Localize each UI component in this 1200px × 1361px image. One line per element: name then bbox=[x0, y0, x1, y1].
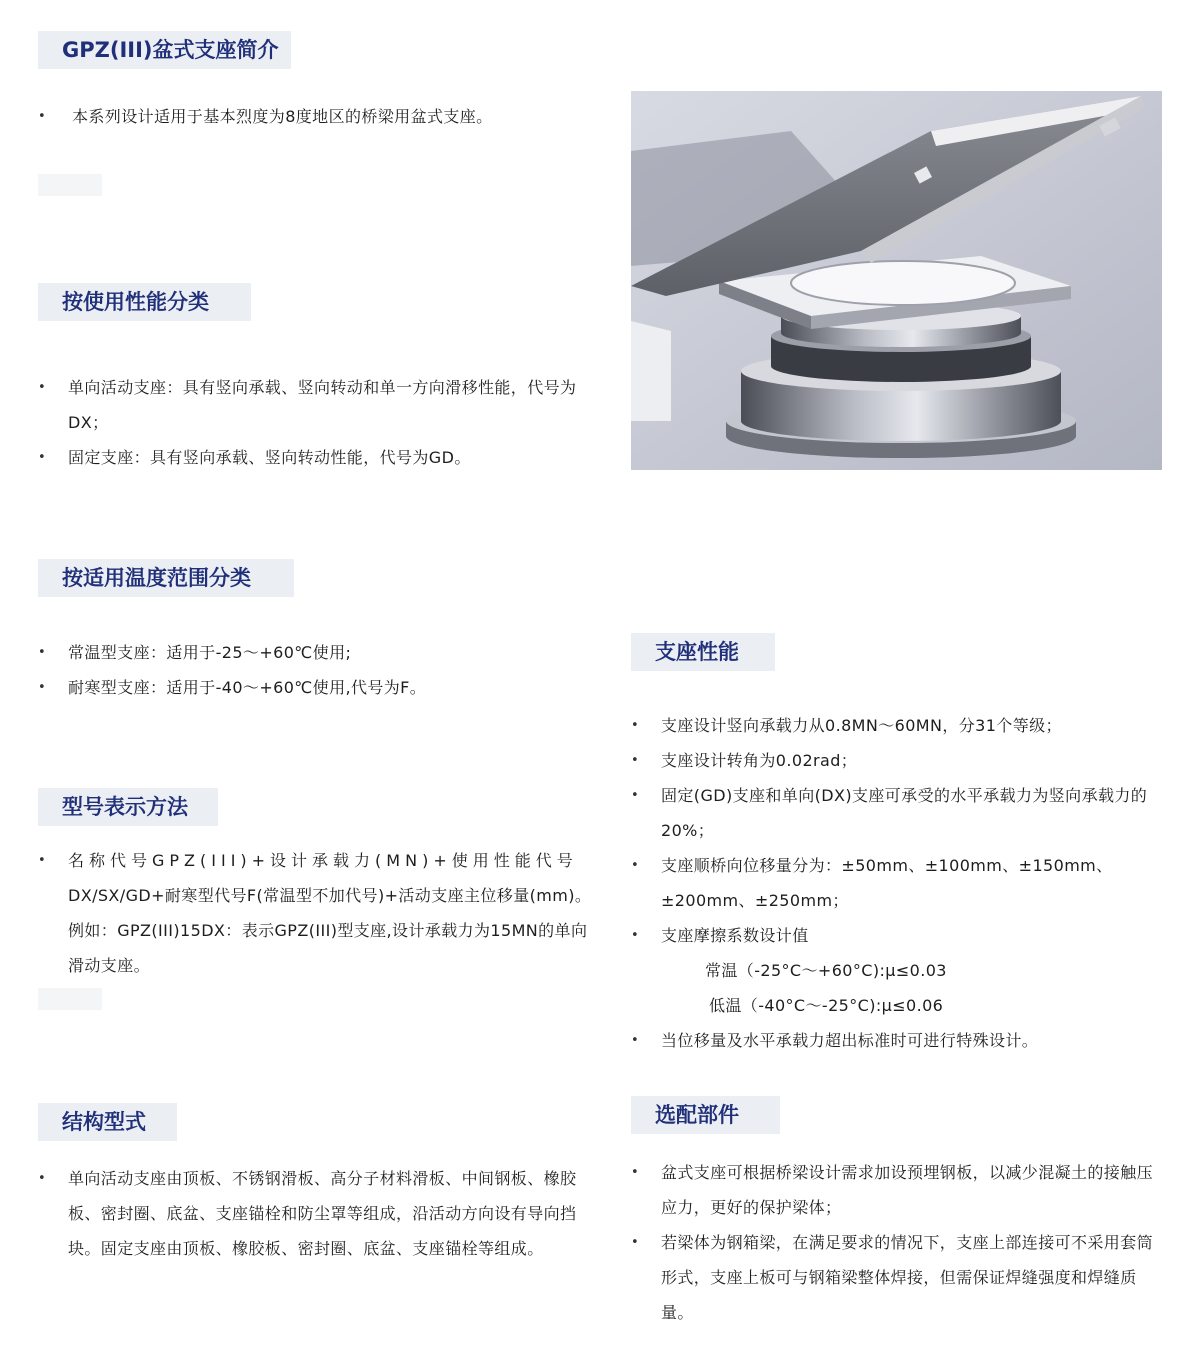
model-notation-list bbox=[38, 843, 602, 983]
list-item: • 盆式支座可根据桥梁设计需求加设预埋钢板，以减少混凝土的接触压应力，更好的保护梁体； bbox=[631, 1155, 1166, 1225]
section-title-structure: 结构型式 bbox=[38, 1103, 177, 1141]
list-item: • 耐寒型支座：适用于-40～+60℃使用,代号为F。 bbox=[38, 670, 598, 705]
optional-parts-list bbox=[631, 1155, 1166, 1330]
structure-list bbox=[38, 1161, 598, 1266]
placeholder-block bbox=[38, 988, 102, 1010]
temperature-class-list bbox=[38, 635, 598, 705]
section-title-performance-class: 按使用性能分类 bbox=[38, 283, 251, 321]
model-notation-line1: 名称代号GPZ(III)+设计承载力(MN)+使用性能代号 bbox=[68, 851, 578, 870]
list-item: • 固定(GD)支座和单向(DX)支座可承受的水平承载力为竖向承载力的20%； bbox=[631, 778, 1166, 848]
list-item: • 支座摩擦系数设计值 bbox=[631, 918, 1166, 953]
friction-normal: 常温（-25°C～+60°C):μ≤0.03 bbox=[705, 961, 947, 980]
list-item: • 支座设计转角为0.02rad； bbox=[631, 743, 1166, 778]
list-item: • 常温型支座：适用于-25～+60℃使用; bbox=[38, 635, 598, 670]
model-notation-line2: DX/SX/GD+耐寒型代号F(常温型不加代号)+活动支座主位移量(mm)。例如：GPZ(III)15DX：表示GPZ(III)型支座,设计承载力为15MN的单向滑动支座。 bbox=[68, 886, 592, 975]
pot-bearing-photo bbox=[631, 91, 1162, 470]
performance-class-list bbox=[38, 370, 598, 475]
list-item: • 支座顺桥向位移量分为：±50mm、±100mm、±150mm、±200mm、±250mm； bbox=[631, 848, 1166, 918]
section-title-optional-parts: 选配部件 bbox=[631, 1096, 780, 1134]
section-title-model-notation: 型号表示方法 bbox=[38, 788, 218, 826]
pot-bearing-illustration bbox=[631, 91, 1162, 470]
section-title-temperature-class: 按适用温度范围分类 bbox=[38, 559, 294, 597]
list-item: • 当位移量及水平承载力超出标准时可进行特殊设计。 bbox=[631, 1023, 1166, 1058]
list-item: • 若梁体为钢箱梁，在满足要求的情况下，支座上部连接可不采用套筒形式，支座上板可与钢箱梁整体焊接，但需保证焊缝强度和焊缝质量。 bbox=[631, 1225, 1166, 1330]
section-title-intro: GPZ(III)盆式支座简介 bbox=[38, 31, 291, 69]
section-title-bearing-performance: 支座性能 bbox=[631, 633, 775, 671]
placeholder-block bbox=[38, 174, 102, 196]
list-item: • 单向活动支座由顶板、不锈钢滑板、高分子材料滑板、中间钢板、橡胶板、密封圈、底盆、支座锚栓和防尘罩等组成，沿活动方向设有导向挡块。固定支座由顶板、橡胶板、密封圈、底盆、支座锚栓等组成。 bbox=[38, 1161, 598, 1266]
intro-list bbox=[38, 99, 598, 134]
friction-cold: 低温（-40°C～-25°C):μ≤0.06 bbox=[709, 996, 944, 1015]
bearing-performance-list bbox=[631, 708, 1166, 1058]
list-item: • 单向活动支座：具有竖向承载、竖向转动和单一方向滑移性能，代号为DX； bbox=[38, 370, 598, 440]
list-item: • 本系列设计适用于基本烈度为8度地区的桥梁用盆式支座。 bbox=[38, 99, 598, 134]
list-item: • 支座设计竖向承载力从0.8MN～60MN，分31个等级； bbox=[631, 708, 1166, 743]
list-item: • 固定支座：具有竖向承载、竖向转动性能，代号为GD。 bbox=[38, 440, 598, 475]
list-item bbox=[38, 843, 602, 983]
